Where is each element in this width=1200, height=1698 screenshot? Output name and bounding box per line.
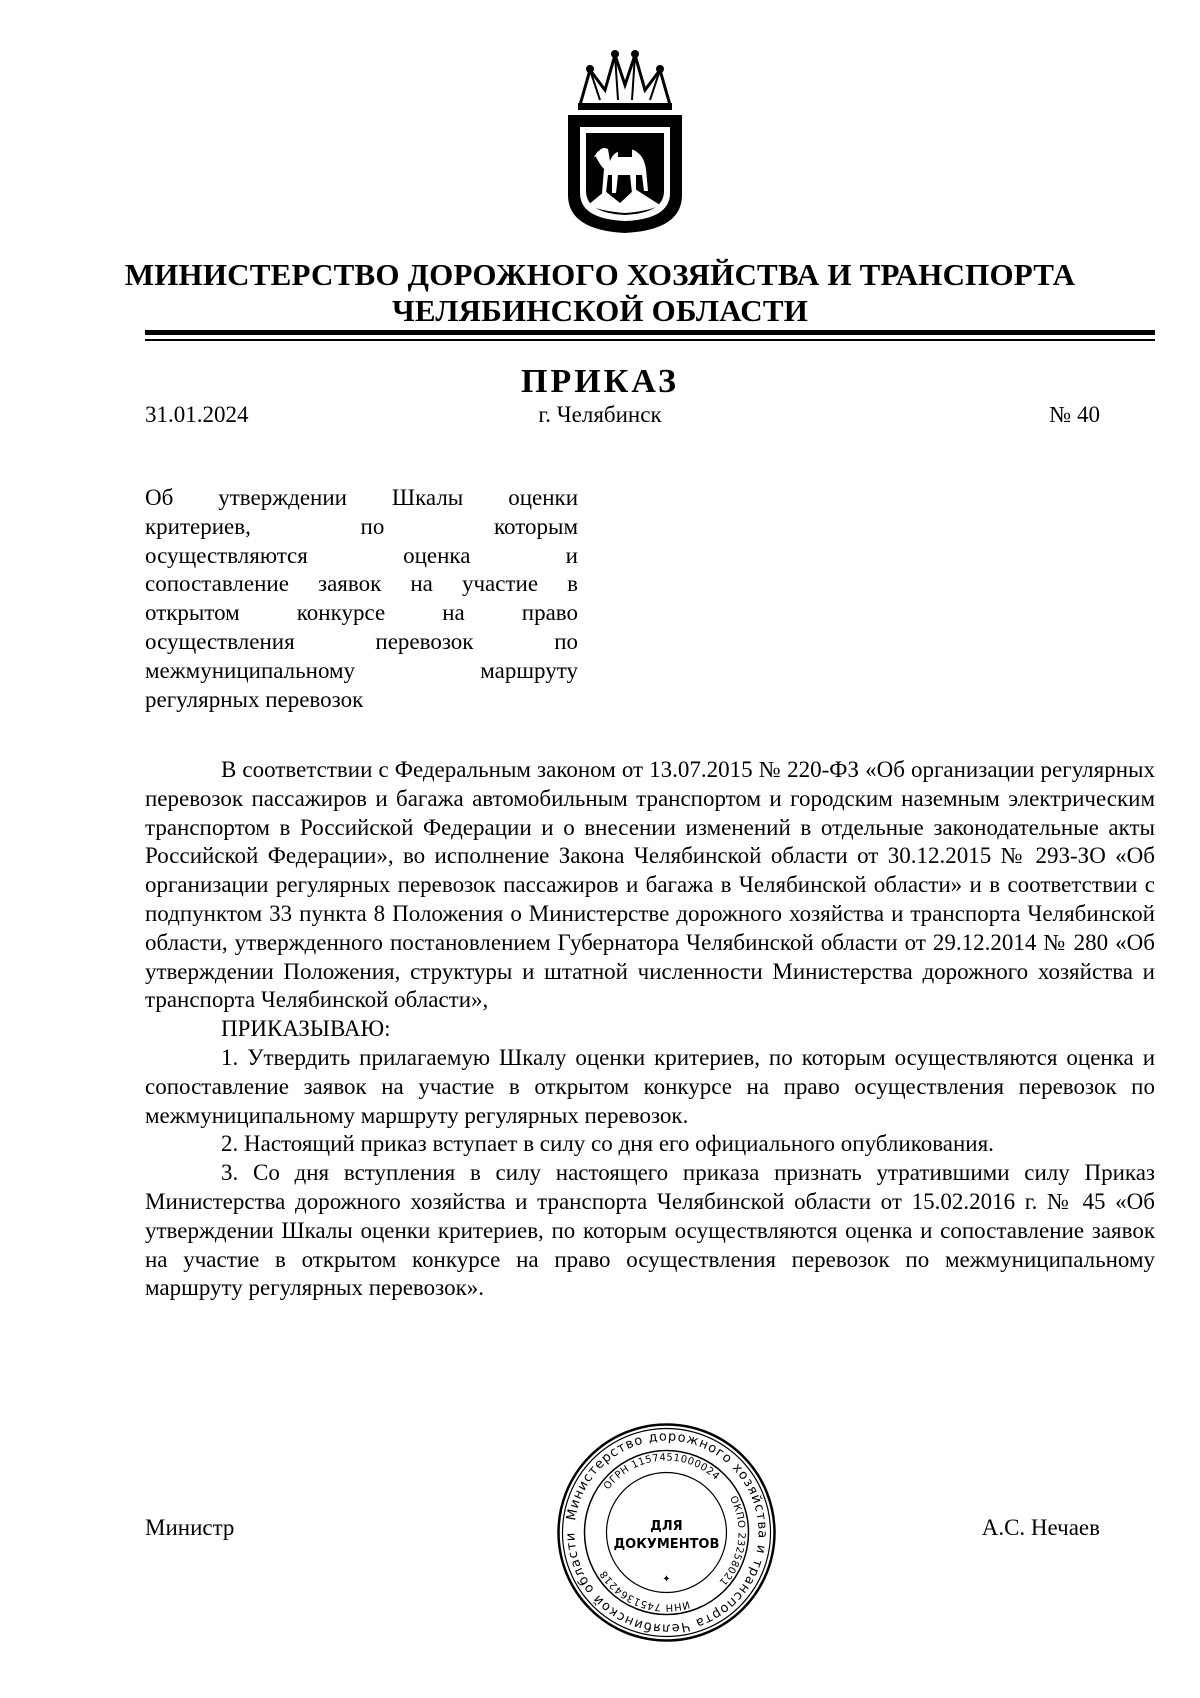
order-subject [145, 484, 578, 714]
seal-star-icon: ✦ [662, 1574, 671, 1585]
subject-line: осуществляются оценка и [145, 542, 578, 568]
order-title: ПРИКАЗ [521, 363, 679, 400]
signatory-role: Министр [145, 1515, 235, 1540]
header-rule-thin [145, 339, 1155, 341]
order-date: 31.01.2024 [145, 402, 249, 427]
ministry-name-line1: МИНИСТЕРСТВО ДОРОЖНОГО ХОЗЯЙСТВА И ТРАНСПОРТА [124, 257, 1076, 292]
official-seal [554, 1420, 779, 1645]
order-city: г. Челябинск [538, 402, 662, 427]
seal-okpo: ОКПО 23258021 [716, 1494, 747, 1588]
subject-line: Об утверждении Шкалы оценки [145, 485, 578, 510]
order-item-1: 1. Утвердить прилагаемую Шкалу оценки критериев, по которым осуществляются оценка и сопоставление заявок на участие в открытом конкурсе на право осуществления перевозок по межмуниципальному маршруту регулярных перевозок. [145, 1044, 1155, 1128]
subject-line: открытом конкурсе на право [145, 600, 578, 626]
signatory-name: А.С. Нечаев [981, 1515, 1100, 1540]
seal-outer-text: Министерство дорожного хозяйства и транспорта Челябинской области [563, 1429, 770, 1636]
seal-inn: ИНН 7451364218 [598, 1568, 691, 1613]
preamble-paragraph: В соответствии с Федеральным законом от 13.07.2015 № 220-ФЗ «Об организации регулярных перевозок пассажиров и багажа автомобильным транспортом и городским наземным электрическим транспортом в Российской Федерации и о внесении изменений в отдельные законодательные акты Российской Федерации», во исполнение Закона Челябинской области от 30.12.2015 № 293-ЗО «Об организации регулярных перевозок пассажиров и багажа в Челябинской области» и в соответствии с подпунктом 33 пункта 8 Положения о Министерстве дорожного хозяйства и транспорта Челябинской области, утвержденного постановлением Губернатора Челябинской области от 29.12.2014 № 280 «Об утверждении Положения, структуры и штатной численности Министерства дорожного хозяйства и транспорта Челябинской области», [145, 757, 1155, 1013]
seal-ogrn: ОГРН 1157451000024 [601, 1452, 722, 1493]
order-body [145, 756, 1155, 1303]
subject-line: сопоставление заявок на участие в [145, 571, 578, 597]
ministry-name-line2: ЧЕЛЯБИНСКОЙ ОБЛАСТИ [391, 293, 809, 328]
subject-line: осуществления перевозок по [145, 628, 578, 654]
order-item-3: 3. Со дня вступления в силу настоящего приказа признать утратившими силу Приказ Министерства дорожного хозяйства и транспорта Челябинской области от 15.02.2016 г. № 45 «Об утверждении Шкалы оценки критериев, по которым осуществляются оценка и сопоставление заявок на участие в открытом конкурсе на право осуществления перевозок по межмуниципальному маршруту регулярных перевозок». [145, 1160, 1155, 1301]
subject-line: критериев, по которым [145, 513, 578, 539]
order-number: № 40 [1049, 402, 1100, 427]
subject-line: регулярных перевозок [145, 686, 364, 712]
order-word: ПРИКАЗЫВАЮ: [221, 1016, 391, 1042]
chelyabinsk-coat-of-arms-icon [560, 45, 690, 235]
order-item-2: 2. Настоящий приказ вступает в силу со дня его официального опубликования. [221, 1131, 994, 1157]
seal-center-line1: ДЛЯ [650, 1519, 683, 1534]
seal-center-line2: ДОКУМЕНТОВ [613, 1537, 720, 1552]
subject-line: межмуниципальному маршруту [145, 657, 578, 683]
header-rule-thick [145, 330, 1155, 335]
